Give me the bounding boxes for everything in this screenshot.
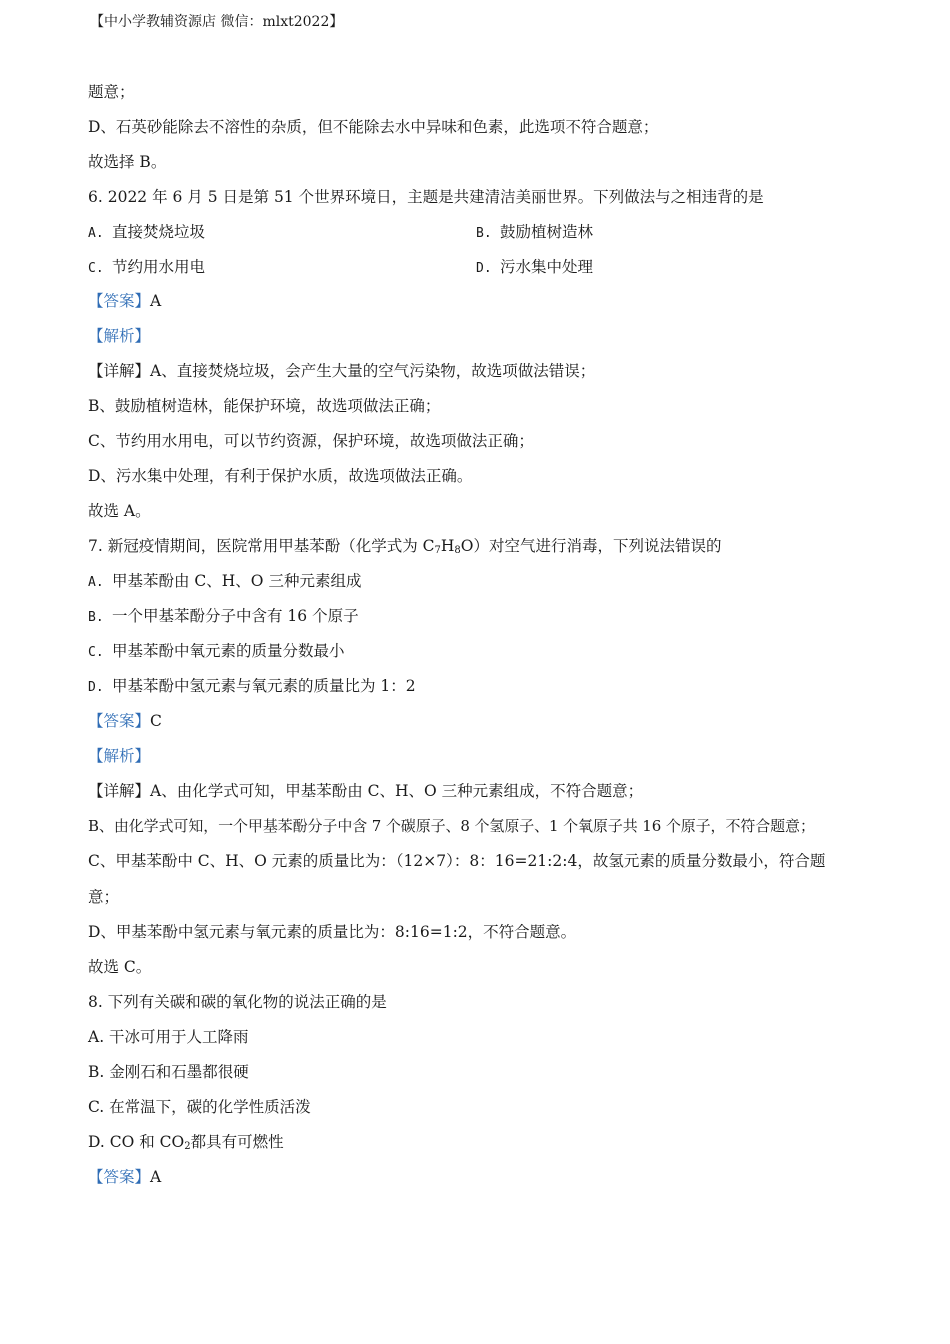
option-text: 甲基苯酚由 C、H、O 三种元素组成 [112,572,362,590]
option-text: 污水集中处理 [500,258,594,276]
question-6-detail-1 [88,360,595,382]
question-7-option-a [88,570,361,594]
answer-tag: 【答案】 [88,712,151,730]
option-text: 甲基苯酚中氧元素的质量分数最小 [112,642,345,660]
answer-tag: 【答案】 [88,292,151,310]
question-8-option-b: B. 金刚石和石墨都很硬 [88,1063,249,1081]
question-8-option-d [88,1131,284,1153]
question-6-detail-4: D、污水集中处理，有利于保护水质，故选项做法正确。 [88,467,473,485]
question-7-stem [88,535,722,557]
option-text: D. CO 和 CO [88,1133,185,1151]
option-letter: D. [88,680,104,695]
answer-value: A [150,292,162,310]
question-7-detail-3: C、甲基苯酚中 C、H、O 元素的质量比为：（12×7）：8：16=21:2:4，故氢元素的质量分数最小，符合题 [88,852,826,870]
option-text: 都具有可燃性 [190,1133,284,1151]
answer-tag: 【答案】 [88,1168,151,1186]
question-7-detail-4: D、甲基苯酚中氢元素与氧元素的质量比为：8:16=1:2，不符合题意。 [88,923,577,941]
question-6-answer [88,290,161,312]
question-6-option-b [476,221,593,245]
detail-tag: 【详解】 [88,782,151,800]
question-7-option-c [88,640,345,664]
question-6-detail-2: B、鼓励植树造林，能保护环境，故选项做法正确； [88,397,441,415]
question-7-option-b [88,605,359,629]
question-6-detail-3: C、节约用水用电，可以节约资源，保护环境，故选项做法正确； [88,432,534,450]
option-letter: B. [88,610,104,625]
analysis-tag: 【解析】 [88,747,151,765]
question-7-detail-2: B、由化学式可知，一个甲基苯酚分子中含 7 个碳原子、8 个氢原子、1 个氧原子共 16 个原子，不符合题意； [88,817,815,835]
question-6-conclusion: 故选 A。 [88,502,151,520]
question-8-answer [88,1166,161,1188]
question-6-option-d [476,256,593,280]
answer-value: A [150,1168,162,1186]
analysis-tag: 【解析】 [88,327,151,345]
text-line: 题意； [88,83,135,101]
question-6-stem: 6. 2022 年 6 月 5 日是第 51 个世界环境日，主题是共建清洁美丽世界。下列做法与之相违背的是 [88,188,764,206]
question-7-conclusion: 故选 C。 [88,958,152,976]
subscript: 2 [184,1141,191,1152]
stem-text: O）对空气进行消毒，下列说法错误的 [460,537,722,555]
option-letter: A. [88,226,104,241]
detail-tag: 【详解】 [88,362,151,380]
option-text: 鼓励植树造林 [500,223,594,241]
detail-text: A、由化学式可知，甲基苯酚由 C、H、O 三种元素组成，不符合题意； [150,782,644,800]
detail-text: A、直接焚烧垃圾，会产生大量的空气污染物，故选项做法错误； [150,362,596,380]
stem-text: H [440,537,455,555]
question-8-option-c: C. 在常温下，碳的化学性质活泼 [88,1098,311,1116]
subscript: 8 [454,545,461,556]
question-8-option-a: A. 干冰可用于人工降雨 [88,1028,249,1046]
subscript: 7 [434,545,441,556]
option-letter: C. [88,645,104,660]
stem-text: 7. 新冠疫情期间，医院常用甲基苯酚（化学式为 C [88,537,435,555]
option-text: 一个甲基苯酚分子中含有 16 个原子 [112,607,359,625]
question-7-option-d [88,675,416,699]
option-letter: C. [88,261,104,276]
option-letter: B. [476,226,492,241]
question-7-detail-3-cont: 意； [88,888,120,906]
option-letter: A. [88,575,104,590]
option-letter: D. [476,261,492,276]
answer-value: C [150,712,162,730]
question-6-option-a [88,221,205,245]
option-text: 节约用水用电 [112,258,206,276]
text-line: D、石英砂能除去不溶性的杂质，但不能除去水中异味和色素，此选项不符合题意； [88,118,659,136]
page-header: 【中小学教辅资源店 微信：mlxt2022】 [90,14,344,30]
option-text: 甲基苯酚中氢元素与氧元素的质量比为 1：2 [112,677,416,695]
option-text: 直接焚烧垃圾 [112,223,206,241]
question-7-detail-1 [88,780,643,802]
question-8-stem: 8. 下列有关碳和碳的氧化物的说法正确的是 [88,993,387,1011]
question-6-option-c [88,256,205,280]
question-7-answer [88,710,162,732]
text-line: 故选择 B。 [88,153,167,171]
